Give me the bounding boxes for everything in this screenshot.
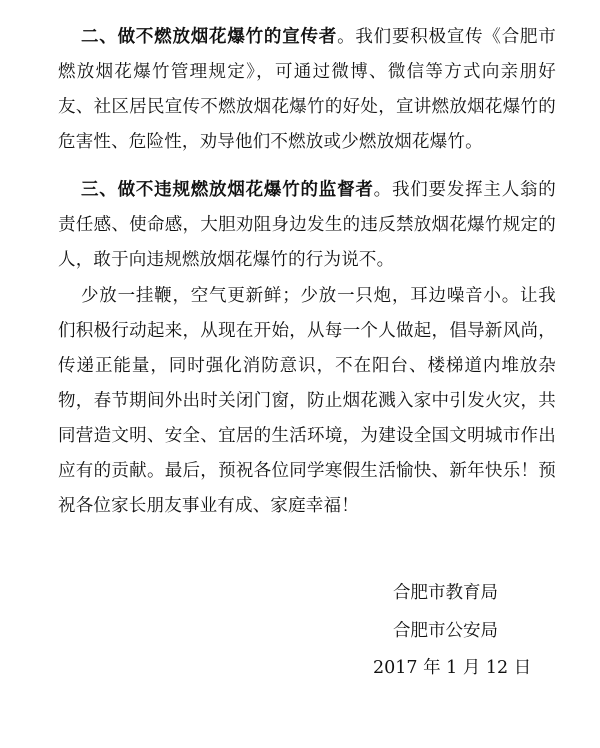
signature-issuer-education-bureau: 合肥市教育局 [393, 583, 498, 603]
paragraph-body: 少放一挂鞭，空气更新鲜；少放一只炮，耳边噪音小。让我们积极行动起来，从现在开始，从每一个人做起，倡导新风尚，传递正能量，同时强化消防意识，不在阳台、楼梯道内堆放杂物，春节期间外出时关闭门窗，防止烟花溅入家中引发火灾，共同营造文明、安全、宜居的生活环境，为建设全国文明城市作出应有的贡献。最后，预祝各位同学寒假生活愉快、新年快乐！预祝各位家长朋友事业有成、家庭幸福！ [58, 286, 556, 516]
paragraph-heading: 二、做不燃放烟花爆竹的宣传者 [81, 27, 338, 47]
signature-date: 2017 年 1 月 12 日 [373, 658, 532, 678]
paragraph-heading: 三、做不违规燃放烟花爆竹的监督者 [81, 180, 374, 200]
signature-issuer-public-security-bureau: 合肥市公安局 [393, 621, 498, 641]
paragraph-publicist [58, 20, 556, 160]
paragraph-closing [58, 279, 556, 524]
paragraph-supervisor [58, 173, 556, 278]
paragraph-body: 。我们要积极宣传《合肥市燃放烟花爆竹管理规定》，可通过微博、微信等方式向亲朋好友、社区居民宣传不燃放烟花爆竹的好处，宣讲燃放烟花爆竹的危害性、危险性，劝导他们不燃放或少燃放烟花爆竹。 [58, 27, 556, 152]
paragraph-body: 。我们要发挥主人翁的责任感、使命感，大胆劝阻身边发生的违反禁放烟花爆竹规定的人，敢于向违规燃放烟花爆竹的行为说不。 [58, 180, 556, 270]
